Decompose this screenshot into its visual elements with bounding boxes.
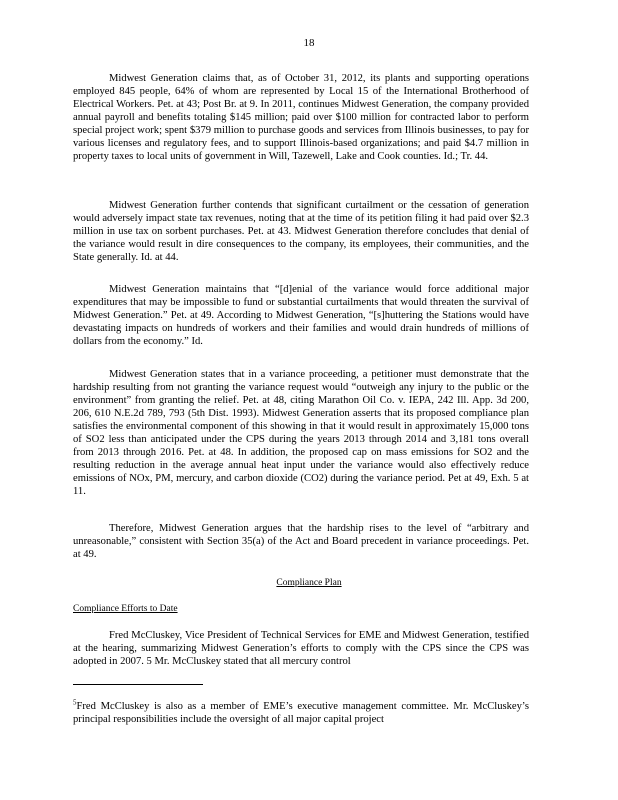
paragraph-conclusion bbox=[73, 522, 529, 561]
footnote-text: Fred McCluskey is also as a member of EME’s executive management committee. Mr. McCluskey’s principal responsibilities include the oversight of all major capital project bbox=[73, 701, 529, 725]
paragraph-text: Midwest Generation further contends that significant curtailment or the cessation of generation would adversely impact state tax revenues, noting that at the time of its petition filing it had paid over $2.3 million in use tax on sorbent purchases. Pet. at 43. Midwest Generation therefore concludes that denial of the variance would result in dire consequences to the company, its employees, their communities, and the State generally. Id. at 44. bbox=[73, 200, 529, 263]
footnote-paragraph bbox=[73, 700, 529, 726]
paragraph-text: Midwest Generation claims that, as of October 31, 2012, its plants and supporting operations employed 845 people, 64% of whom are represented by Local 15 of the International Brotherhood of Electrical Workers. Pet. at 43; Post Br. at 9. In 2011, continues Midwest Generation, the company provided annual payroll and benefits totaling $145 million; paid over $100 million for contracted labor to perform special project work; spent $379 million to purchase goods and services from Illinois businesses, to pay for various licenses and regulatory fees, and to support Illinois-based organizations; and paid $4.7 million in property taxes to local units of government in Will, Tazewell, Lake and Cook counties. Id.; Tr. 44. bbox=[73, 73, 529, 162]
paragraph-text: Midwest Generation maintains that “[d]enial of the variance would force additional major expenditures that may be impossible to fund or substantial curtailments that would threaten the survival of Midwest Generation.” Pet. at 49. According to Midwest Generation, “[s]huttering the Stations would have devastating impacts on hundreds of workers and their families and would drain hundreds of millions of dollars from the economy.” Id. bbox=[73, 284, 529, 347]
footnote-marker: 5 bbox=[73, 698, 77, 707]
paragraph-text: Fred McCluskey, Vice President of Technical Services for EME and Midwest Generation, testified at the hearing, summarizing Midwest Generation’s efforts to comply with the CPS since the CPS was adopted in 2007. 5 Mr. McCluskey stated that all mercury control bbox=[73, 630, 529, 667]
paragraph-mccluskey-testimony bbox=[73, 629, 529, 668]
heading-text: Compliance Plan bbox=[276, 578, 342, 588]
paragraph-text: Therefore, Midwest Generation argues that the hardship rises to the level of “arbitrary and unreasonable,” consistent with Section 35(a) of the Act and Board precedent in variance proceedings. Pet. at 49. bbox=[73, 523, 529, 560]
section-heading-compliance-plan bbox=[0, 577, 618, 590]
paragraph-employment bbox=[73, 72, 529, 163]
footnote bbox=[73, 700, 529, 726]
page-number: 18 bbox=[303, 37, 315, 49]
subsection-heading-compliance-efforts: Compliance Efforts to Date bbox=[73, 604, 178, 614]
paragraph-denial-impact bbox=[73, 283, 529, 348]
paragraph-hardship-standard bbox=[73, 368, 529, 498]
footnote-divider bbox=[73, 684, 203, 685]
paragraph-text: Midwest Generation states that in a variance proceeding, a petitioner must demonstrate that the hardship resulting from not granting the variance request would “outweigh any injury to the public or the environment” from granting the relief. Pet. at 48, citing Marathon Oil Co. v. IEPA, 242 Ill. App. 3d 200, 206, 610 N.E.2d 789, 793 (5th Dist. 1993). Midwest Generation asserts that its proposed compliance plan satisfies the environmental component of this showing in that it would result in approximately 15,000 tons of SO2 less than anticipated under the CPS during the years 2013 through 2014 and 3,181 tons overall from 2013 through 2016. Pet. at 48. In addition, the proposed cap on mass emissions for SO2 and the resulting reduction in the average annual heat input under the variance would also effectively reduce emissions of NOx, PM, mercury, and carbon dioxide (CO2) during the variance period. Pet at 49, Exh. 5 at 11. bbox=[73, 369, 529, 497]
paragraph-tax-revenue bbox=[73, 199, 529, 264]
